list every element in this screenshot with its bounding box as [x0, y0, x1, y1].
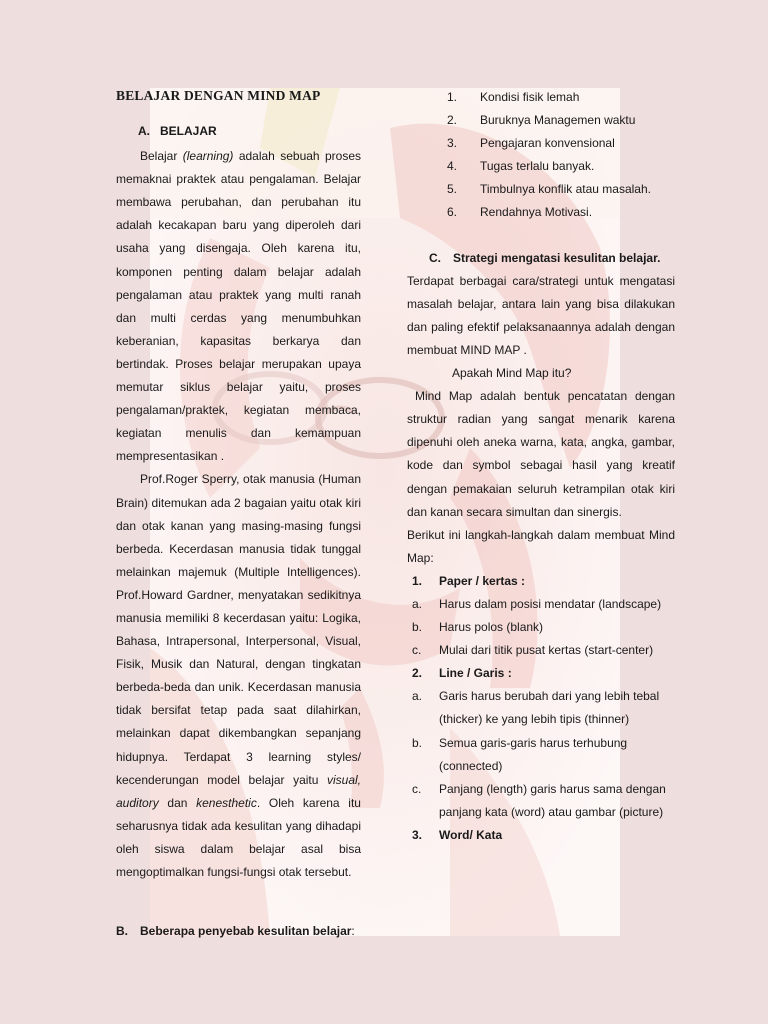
step-text: Harus dalam posisi mendatar (landscape): [439, 596, 662, 611]
para1-italic: (learning): [182, 149, 234, 164]
list-item: [407, 155, 675, 178]
list-item: [407, 178, 675, 201]
list-item-number: 3.: [446, 136, 457, 151]
paragraph-langkah: Berikut ini langkah-langkah dalam membuat Mind Map:: [407, 527, 675, 565]
step-text: Paper / kertas :: [439, 573, 526, 588]
para2-text-c: . Oleh karena itu seharusnya tidak ada kesulitan yang dihadapi oleh siswa dalam belajar asal bisa mengoptimalkan fungsi-fungsi otak tersebut.: [116, 795, 361, 879]
list-item-text: Timbulnya konflik atau masalah.: [480, 182, 651, 197]
section-b-heading: [116, 920, 361, 943]
section-c-label: Strategi mengatasi kesulitan belajar.: [453, 250, 661, 265]
step-heading: [407, 662, 675, 685]
list-item: [407, 201, 675, 224]
mind-map-steps-list: [407, 570, 675, 847]
step-marker: 1.: [412, 573, 423, 588]
list-item: [407, 86, 675, 109]
list-item-number: 2.: [446, 113, 457, 128]
step-marker: 3.: [412, 827, 423, 842]
step-text: Word/ Kata: [439, 827, 503, 842]
step-item: [407, 778, 675, 824]
section-c-number: C.: [429, 250, 441, 265]
step-marker: c.: [412, 781, 422, 796]
para2-italic-b: kenesthetic: [196, 795, 257, 810]
section-c-heading: [429, 247, 675, 270]
para2-text-b: dan: [158, 795, 197, 810]
step-item: [407, 685, 675, 731]
section-b-label: Beberapa penyebab kesulitan belajar: [140, 924, 352, 939]
step-text: Panjang (length) garis harus sama dengan panjang kata (word) atau gambar (picture): [439, 781, 666, 819]
para1-text-b: adalah sebuah proses memaknai praktek atau pengalaman. Belajar membawa perubahan, dan perubahan itu adalah kecakapan baru yang diperoleh dari usaha yang disengaja. Oleh karena itu, komponen penting dalam belajar adalah pengalaman atau praktek yang multi ranah dan multi cerdas yang menumbuhkan keberanian, kapasitas berkarya dan bertindak. Proses belajar merupakan upaya memutar siklus belajar yaitu, proses pengalaman/praktek, kegiatan membaca, kegiatan menulis dan kemampuan mempresentasikan .: [116, 149, 361, 464]
step-heading: [407, 570, 675, 593]
left-column: [116, 86, 361, 943]
step-text: Garis harus berubah dari yang lebih tebal (thicker) ke yang lebih tipis (thinner): [439, 689, 660, 727]
right-column: [407, 86, 675, 847]
step-heading: [407, 824, 675, 847]
list-item: [407, 109, 675, 132]
causes-list: [407, 86, 675, 225]
step-marker: 2.: [412, 666, 423, 681]
list-item-number: 4.: [446, 159, 457, 174]
paragraph-strategi: Terdapat berbagai cara/strategi untuk mengatasi masalah belajar, antara lain yang bisa dilakukan dan paling efektif pelaksanaannya adalah dengan membuat MIND MAP .: [407, 273, 675, 357]
step-item: [407, 593, 675, 616]
step-marker: a.: [412, 689, 423, 704]
step-marker: a.: [412, 596, 423, 611]
paragraph-mind-map-definition: Mind Map adalah bentuk pencatatan dengan struktur radian yang sangat menarik karena dipenuhi oleh aneka warna, kata, angka, gambar, kode dan symbol sebagai hasil yang kreatif dengan pemakaian seluruh ketrampilan otak kiri dan kanan secara simultan dan sinergis.: [407, 389, 675, 519]
step-text: Semua garis-garis harus terhubung (connected): [439, 735, 628, 773]
step-text: Line / Garis :: [439, 666, 512, 681]
question-mind-map: Apakah Mind Map itu?: [452, 366, 572, 381]
para2-italic-a: visual, auditory: [116, 772, 361, 810]
list-item-text: Pengajaran konvensional: [480, 136, 615, 151]
list-item-number: 6.: [446, 205, 457, 220]
list-item-text: Buruknya Managemen waktu: [480, 113, 636, 128]
step-text: Harus polos (blank): [439, 620, 544, 635]
list-item-number: 5.: [446, 182, 457, 197]
section-a-heading: [138, 120, 361, 143]
section-a-label: BELAJAR: [160, 124, 217, 138]
section-b-colon: :: [351, 924, 355, 939]
step-marker: b.: [412, 735, 423, 750]
step-item: [407, 639, 675, 662]
para1-text-a: Belajar: [140, 149, 183, 164]
list-item-text: Rendahnya Motivasi.: [480, 205, 593, 220]
para2-text-a: Prof.Roger Sperry, otak manusia (Human Brain) ditemukan ada 2 bagaian yaitu otak kiri dan otak kanan yang masing-masing fungsi berbeda. Kecerdasan manusia tidak tunggal melainkan majemuk (Multiple Intelligences). Prof.Howard Gardner, menyatakan sedikitnya manusia memiliki 8 kecerdasan yaitu: Logika, Bahasa, Intrapersonal, Interpersonal, Visual, Fisik, Musik dan Natural, dengan tingkatan berbeda-beda dan unik. Kecerdasan manusia tidak bersifat tetap pada saat dilahirkan, melainkan dapat dikembangkan sepanjang hidupnya. Terdapat 3 learning styles/ kecenderungan model belajar yaitu: [116, 472, 361, 787]
list-item-text: Kondisi fisik lemah: [480, 90, 580, 104]
paragraph-belajar: [116, 145, 361, 468]
step-text: Mulai dari titik pusat kertas (start-center): [439, 643, 654, 658]
step-item: [407, 732, 675, 778]
paragraph-otak-manusia: [116, 468, 361, 884]
section-b-number: B.: [116, 924, 128, 939]
step-item: [407, 616, 675, 639]
step-marker: c.: [412, 643, 422, 658]
section-a-number: A.: [138, 124, 150, 138]
list-item-number: 1.: [446, 90, 457, 104]
document-title: BELAJAR DENGAN MIND MAP: [116, 88, 321, 103]
list-item: [407, 132, 675, 155]
list-item-text: Tugas terlalu banyak.: [480, 159, 595, 174]
step-marker: b.: [412, 620, 423, 635]
